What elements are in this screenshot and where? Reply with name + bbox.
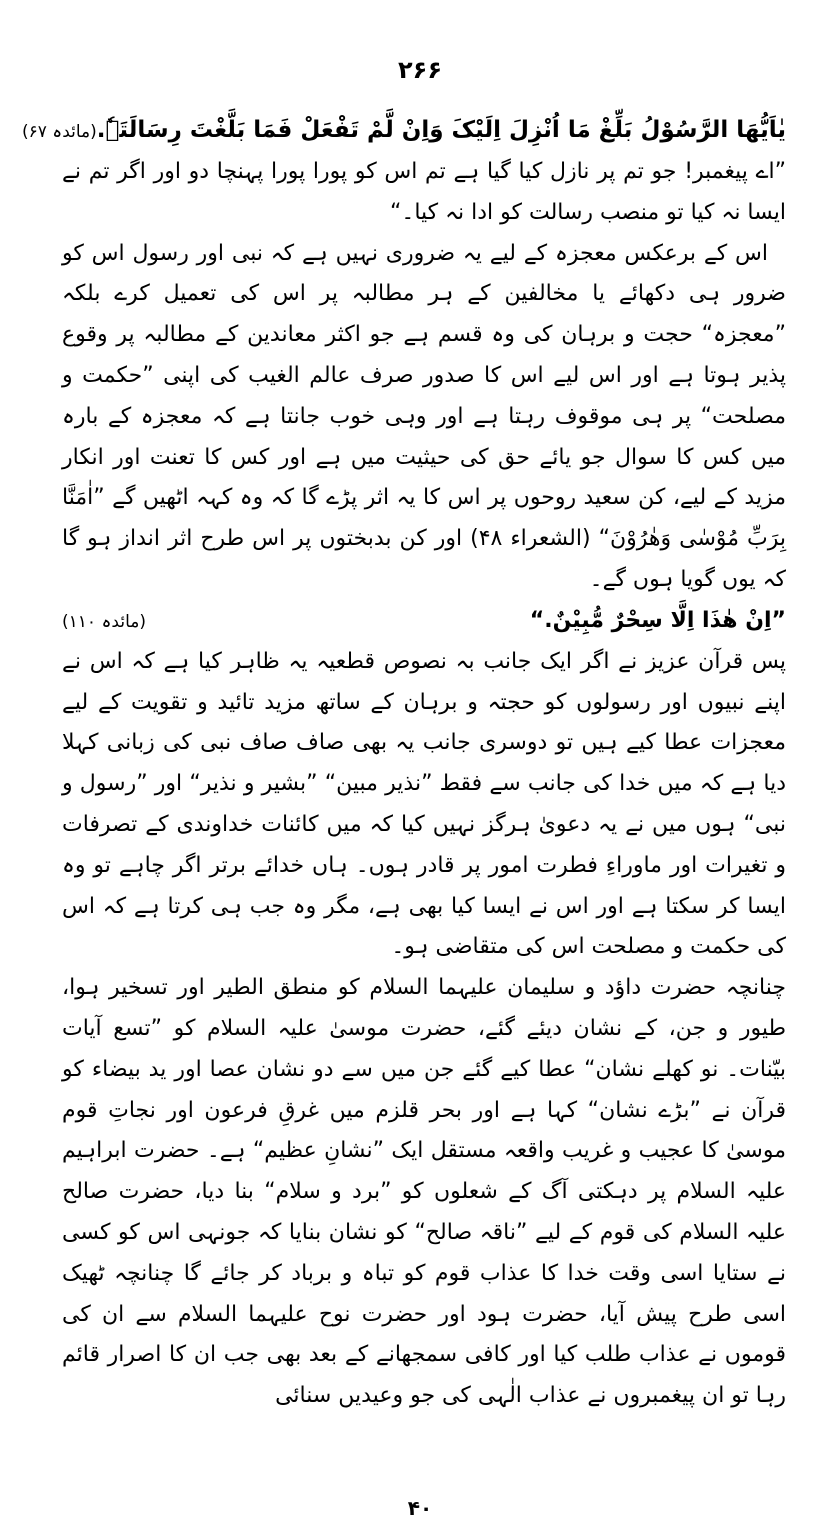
verse-reference: (مائدہ ۶۷) (21, 122, 97, 142)
paragraph-prophets-signs: چنانچہ حضرت داؤد و سلیمان علیہما السلام کو منطق الطیر اور تسخیر ہوا، طیور و جن، کے نشان دیئے گئے، حضرت موسیٰ علیہ السلام کو ”تسع آیات بیّنات۔ نو کھلے نشان“ عطا کیے گئے جن میں سے دو نشان عصا اور ید بیضاء کو قرآن نے ”بڑے نشان“ کہا ہے اور بحر قلزم میں غرقِ فرعون اور نجاتِ قوم موسیٰ کا عجیب و غریب واقعہ مستقل ایک ”نشانِ عظیم“ ہے۔ حضرت ابراہیم علیہ السلام پر دہکتی آگ کے شعلوں کو ”برد و سلام“ بنا دیا، حضرت صالح علیہ السلام کی قوم کے لیے ”ناقہ صالح“ کو نشان بنایا کہ جونہی اس کو کسی نے ستایا اسی وقت خدا کا عذاب قوم کو تباہ و برباد کر جائے گا چنانچہ ٹھیک اسی طرح پیش آیا، حضرت ہود اور حضرت نوح علیہما السلام سے ان کی قوموں نے عذاب طلب کیا اور کافی سمجھانے کے بعد بھی جب ان کا اصرار قائم رہا تو ان پیغمبروں نے عذاب الٰہی کی جو وعیدیں سنائی (62, 975, 786, 1409)
footer-page-mark: ۴۰ (407, 1496, 433, 1520)
paragraph-miracles: اس کے برعکس معجزہ کے لیے یہ ضروری نہیں ہے کہ نبی اور رسول اس کو ضرور ہی دکھائے یا مخالفین کے ہر مطالبہ پر اس کی تعمیل کرے بلکہ ”معجزہ“ حجت و برہان کی وہ قسم ہے جو اکثر معاندین کے مطالبہ پر وقوع پذیر ہوتا ہے اور اس لیے اس کا صدور صرف عالم الغیب کی اپنی ”حکمت و مصلحت“ پر ہی موقوف رہتا ہے اور وہی خوب جانتا ہے کہ معجزہ کے بارہ میں کس کا سوال جو یائے حق کی حیثیت میں ہے اور کس کا تعنت اور انکار مزید کے لیے، کن سعید روحوں پر اس کا یہ اثر پڑے گا کہ وہ کہہ اٹھیں گے ”اٰمَنَّا بِرَبِّ مُوْسٰی وَھٰرُوْنَ“ (الشعراء ۴۸) اور کن بدبختوں پر اس طرح اثر انداز ہو گا کہ یوں گویا ہوں گے۔ (62, 240, 787, 592)
arabic-quote-line (62, 601, 786, 642)
arabic-quote-reference: (مائدہ ۱۱۰) (62, 611, 146, 632)
arabic-quote: ”اِنْ ھٰذَا اِلَّا سِحْرٌ مُّبِیْنٌ.“ (529, 607, 786, 633)
page-number: ۲۶۶ (398, 56, 442, 84)
verse-text: یٰاَیُّھَا الرَّسُوْلُ بَلِّغْ مَا اُنْزِلَ اِلَیْکَ وَاِنْ لَّمْ تَفْعَلْ فَمَا بَلَّغْتَ رِسَالَتَہٗ. (96, 117, 786, 143)
paragraph-quran-statement: پس قرآن عزیز نے اگر ایک جانب بہ نصوص قطعیہ یہ ظاہر کیا ہے کہ اس نے اپنے نبیوں اور رسولوں کو حجتہ و برہان کے ساتھ مزید تائید و تقویت کے لیے معجزات عطا کیے ہیں تو دوسری جانب یہ بھی صاف صاف نبی کی زبانی کہلا دیا ہے کہ میں خدا کی جانب سے فقط ”نذیر مبین“ ”بشیر و نذیر“ اور ”رسول و نبی“ ہوں میں نے یہ دعویٰ ہرگز نہیں کیا کہ میں کائنات خداوندی کے تصرفات و تغیرات اور ماوراءِ فطرت امور پر قادر ہوں۔ ہاں خدائے برتر اگر چاہے تو وہ ایسا کر سکتا ہے اور اس نے ایسا کیا بھی ہے، مگر وہ جب ہی کرتا ہے کہ اس کی حکمت و مصلحت اس کی متقاضی ہو۔ (62, 648, 786, 960)
page-body (21, 110, 787, 1417)
quranic-verse (21, 110, 786, 152)
verse-translation: ”اے پیغمبر! جو تم پر نازل کیا گیا ہے تم اس کو پورا پورا پہنچا دو اور اگر تم نے ایسا نہ کیا تو منصب رسالت کو ادا نہ کیا۔“ (62, 159, 786, 225)
